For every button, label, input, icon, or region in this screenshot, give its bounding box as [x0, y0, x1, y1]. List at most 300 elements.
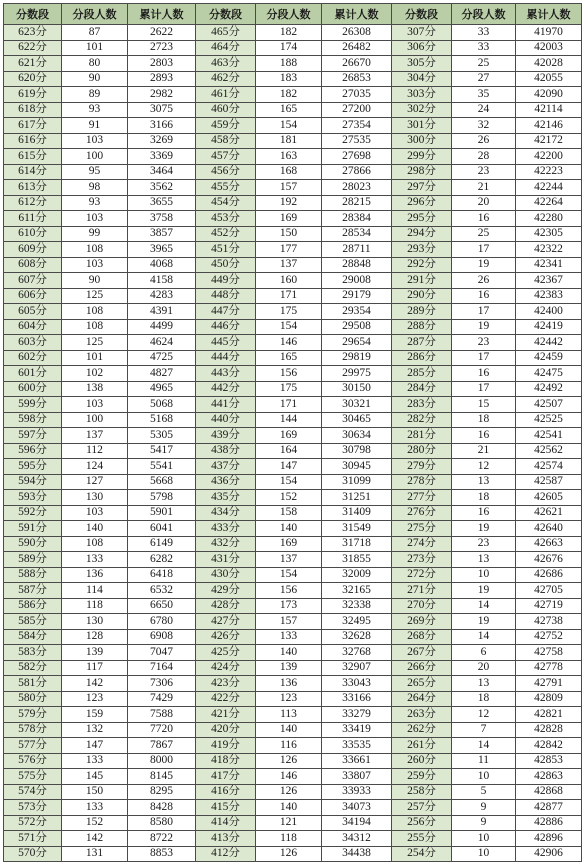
score-band-cell: 293分	[392, 242, 452, 258]
table-row	[4, 350, 582, 366]
cumulative-count-cell: 26853	[322, 71, 392, 87]
score-band-cell: 426分	[196, 629, 256, 645]
band-count-cell: 137	[256, 552, 322, 568]
score-band-cell: 299分	[392, 149, 452, 165]
table-row	[4, 769, 582, 785]
cumulative-count-cell: 42574	[516, 459, 582, 475]
cumulative-count-cell: 32768	[322, 645, 392, 661]
score-band-cell: 296分	[392, 195, 452, 211]
score-band-cell: 437分	[196, 459, 256, 475]
band-count-cell: 19	[452, 319, 516, 335]
cumulative-count-cell: 4965	[128, 381, 196, 397]
header-score-band: 分数段	[196, 4, 256, 25]
band-count-cell: 20	[452, 195, 516, 211]
score-band-cell: 441分	[196, 397, 256, 413]
score-band-cell: 295分	[392, 211, 452, 227]
cumulative-count-cell: 26482	[322, 40, 392, 56]
cumulative-count-cell: 42341	[516, 257, 582, 273]
header-row	[4, 4, 582, 25]
score-band-cell: 258分	[392, 784, 452, 800]
score-band-cell: 584分	[4, 629, 62, 645]
cumulative-count-cell: 28848	[322, 257, 392, 273]
cumulative-count-cell: 2982	[128, 87, 196, 103]
band-count-cell: 139	[62, 645, 128, 661]
score-band-cell: 419分	[196, 738, 256, 754]
cumulative-count-cell: 3369	[128, 149, 196, 165]
score-band-cell: 282分	[392, 412, 452, 428]
band-count-cell: 108	[62, 242, 128, 258]
score-band-cell: 459分	[196, 118, 256, 134]
cumulative-count-cell: 29975	[322, 366, 392, 382]
band-count-cell: 101	[62, 350, 128, 366]
table-row	[4, 149, 582, 165]
score-band-cell: 590分	[4, 536, 62, 552]
score-band-cell: 622分	[4, 40, 62, 56]
band-count-cell: 123	[62, 691, 128, 707]
band-count-cell: 13	[452, 676, 516, 692]
band-count-cell: 26	[452, 133, 516, 149]
band-count-cell: 125	[62, 288, 128, 304]
cumulative-count-cell: 42280	[516, 211, 582, 227]
score-band-cell: 269分	[392, 614, 452, 630]
cumulative-count-cell: 33166	[322, 691, 392, 707]
cumulative-count-cell: 27354	[322, 118, 392, 134]
cumulative-count-cell: 30321	[322, 397, 392, 413]
table-row	[4, 412, 582, 428]
table-row	[4, 474, 582, 490]
cumulative-count-cell: 8428	[128, 800, 196, 816]
band-count-cell: 103	[62, 397, 128, 413]
cumulative-count-cell: 32009	[322, 567, 392, 583]
cumulative-count-cell: 31549	[322, 521, 392, 537]
band-count-cell: 93	[62, 195, 128, 211]
band-count-cell: 150	[256, 226, 322, 242]
band-count-cell: 169	[256, 536, 322, 552]
band-count-cell: 145	[62, 769, 128, 785]
score-band-cell: 456分	[196, 164, 256, 180]
score-band-cell: 289分	[392, 304, 452, 320]
band-count-cell: 17	[452, 242, 516, 258]
score-band-cell: 612分	[4, 195, 62, 211]
score-band-cell: 439分	[196, 428, 256, 444]
cumulative-count-cell: 7867	[128, 738, 196, 754]
band-count-cell: 168	[256, 164, 322, 180]
cumulative-count-cell: 42146	[516, 118, 582, 134]
score-band-cell: 577分	[4, 738, 62, 754]
cumulative-count-cell: 5068	[128, 397, 196, 413]
cumulative-count-cell: 42821	[516, 707, 582, 723]
cumulative-count-cell: 42264	[516, 195, 582, 211]
band-count-cell: 15	[452, 397, 516, 413]
cumulative-count-cell: 28384	[322, 211, 392, 227]
score-band-cell: 623分	[4, 25, 62, 41]
band-count-cell: 133	[256, 629, 322, 645]
cumulative-count-cell: 34438	[322, 846, 392, 862]
score-band-cell: 272分	[392, 567, 452, 583]
cumulative-count-cell: 30465	[322, 412, 392, 428]
cumulative-count-cell: 4283	[128, 288, 196, 304]
score-band-cell: 436分	[196, 474, 256, 490]
score-band-cell: 605分	[4, 304, 62, 320]
cumulative-count-cell: 29508	[322, 319, 392, 335]
band-count-cell: 123	[256, 691, 322, 707]
cumulative-count-cell: 5901	[128, 505, 196, 521]
cumulative-count-cell: 42090	[516, 87, 582, 103]
cumulative-count-cell: 3075	[128, 102, 196, 118]
band-count-cell: 169	[256, 211, 322, 227]
score-band-cell: 449分	[196, 273, 256, 289]
cumulative-count-cell: 42752	[516, 629, 582, 645]
table-row	[4, 676, 582, 692]
cumulative-count-cell: 42244	[516, 180, 582, 196]
band-count-cell: 90	[62, 71, 128, 87]
table-row	[4, 691, 582, 707]
cumulative-count-cell: 42809	[516, 691, 582, 707]
score-table	[3, 3, 582, 862]
band-count-cell: 118	[62, 598, 128, 614]
cumulative-count-cell: 42828	[516, 722, 582, 738]
score-band-cell: 460分	[196, 102, 256, 118]
cumulative-count-cell: 42114	[516, 102, 582, 118]
score-band-cell: 281分	[392, 428, 452, 444]
band-count-cell: 90	[62, 273, 128, 289]
cumulative-count-cell: 42562	[516, 443, 582, 459]
score-band-cell: 262分	[392, 722, 452, 738]
cumulative-count-cell: 42200	[516, 149, 582, 165]
band-count-cell: 108	[62, 319, 128, 335]
score-band-cell: 609分	[4, 242, 62, 258]
score-band-cell: 427分	[196, 614, 256, 630]
cumulative-count-cell: 2893	[128, 71, 196, 87]
score-band-cell: 284分	[392, 381, 452, 397]
band-count-cell: 27	[452, 71, 516, 87]
band-count-cell: 138	[62, 381, 128, 397]
band-count-cell: 20	[452, 660, 516, 676]
score-band-cell: 580分	[4, 691, 62, 707]
band-count-cell: 89	[62, 87, 128, 103]
cumulative-count-cell: 42663	[516, 536, 582, 552]
cumulative-count-cell: 7047	[128, 645, 196, 661]
band-count-cell: 146	[256, 335, 322, 351]
score-band-cell: 287分	[392, 335, 452, 351]
score-band-cell: 448分	[196, 288, 256, 304]
band-count-cell: 133	[62, 800, 128, 816]
band-count-cell: 128	[62, 629, 128, 645]
band-count-cell: 14	[452, 629, 516, 645]
cumulative-count-cell: 42778	[516, 660, 582, 676]
score-band-cell: 463分	[196, 56, 256, 72]
cumulative-count-cell: 6041	[128, 521, 196, 537]
cumulative-count-cell: 32338	[322, 598, 392, 614]
score-band-cell: 464分	[196, 40, 256, 56]
score-band-cell: 294分	[392, 226, 452, 242]
table-row	[4, 40, 582, 56]
score-band-cell: 452分	[196, 226, 256, 242]
score-band-cell: 618分	[4, 102, 62, 118]
score-band-cell: 591分	[4, 521, 62, 537]
table-row	[4, 118, 582, 134]
cumulative-count-cell: 4725	[128, 350, 196, 366]
band-count-cell: 160	[256, 273, 322, 289]
cumulative-count-cell: 4391	[128, 304, 196, 320]
header-score-band: 分数段	[4, 4, 62, 25]
score-band-cell: 420分	[196, 722, 256, 738]
band-count-cell: 147	[256, 459, 322, 475]
score-band-cell: 573分	[4, 800, 62, 816]
score-band-cell: 290分	[392, 288, 452, 304]
cumulative-count-cell: 6282	[128, 552, 196, 568]
cumulative-count-cell: 7720	[128, 722, 196, 738]
cumulative-count-cell: 33807	[322, 769, 392, 785]
band-count-cell: 18	[452, 490, 516, 506]
band-count-cell: 19	[452, 257, 516, 273]
table-row	[4, 164, 582, 180]
cumulative-count-cell: 42886	[516, 815, 582, 831]
cumulative-count-cell: 4068	[128, 257, 196, 273]
cumulative-count-cell: 42525	[516, 412, 582, 428]
header-score-band: 分数段	[392, 4, 452, 25]
score-band-cell: 256分	[392, 815, 452, 831]
band-count-cell: 103	[62, 133, 128, 149]
cumulative-count-cell: 42459	[516, 350, 582, 366]
table-row	[4, 288, 582, 304]
header-cumulative-count: 累计人数	[516, 4, 582, 25]
table-row	[4, 273, 582, 289]
cumulative-count-cell: 6532	[128, 583, 196, 599]
score-band-cell: 582分	[4, 660, 62, 676]
band-count-cell: 13	[452, 552, 516, 568]
band-count-cell: 154	[256, 118, 322, 134]
band-count-cell: 183	[256, 71, 322, 87]
score-band-cell: 430分	[196, 567, 256, 583]
cumulative-count-cell: 29354	[322, 304, 392, 320]
cumulative-count-cell: 30150	[322, 381, 392, 397]
cumulative-count-cell: 5668	[128, 474, 196, 490]
cumulative-count-cell: 32628	[322, 629, 392, 645]
table-row	[4, 443, 582, 459]
score-band-cell: 595分	[4, 459, 62, 475]
cumulative-count-cell: 42758	[516, 645, 582, 661]
score-band-cell: 297分	[392, 180, 452, 196]
cumulative-count-cell: 8722	[128, 831, 196, 847]
cumulative-count-cell: 2622	[128, 25, 196, 41]
band-count-cell: 19	[452, 614, 516, 630]
cumulative-count-cell: 28215	[322, 195, 392, 211]
score-band-cell: 461分	[196, 87, 256, 103]
score-band-cell: 425分	[196, 645, 256, 661]
table-row	[4, 133, 582, 149]
table-row	[4, 226, 582, 242]
score-band-cell: 455分	[196, 180, 256, 196]
band-count-cell: 112	[62, 443, 128, 459]
band-count-cell: 100	[62, 149, 128, 165]
table-row	[4, 257, 582, 273]
band-count-cell: 87	[62, 25, 128, 41]
cumulative-count-cell: 42791	[516, 676, 582, 692]
table-row	[4, 738, 582, 754]
score-band-cell: 304分	[392, 71, 452, 87]
score-band-cell: 571分	[4, 831, 62, 847]
table-row	[4, 722, 582, 738]
band-count-cell: 18	[452, 691, 516, 707]
band-count-cell: 140	[256, 521, 322, 537]
score-band-cell: 274分	[392, 536, 452, 552]
table-row	[4, 87, 582, 103]
table-row	[4, 552, 582, 568]
score-band-cell: 619分	[4, 87, 62, 103]
cumulative-count-cell: 42172	[516, 133, 582, 149]
table-row	[4, 784, 582, 800]
table-row	[4, 707, 582, 723]
score-band-cell: 598分	[4, 412, 62, 428]
cumulative-count-cell: 42419	[516, 319, 582, 335]
cumulative-count-cell: 30798	[322, 443, 392, 459]
cumulative-count-cell: 42492	[516, 381, 582, 397]
band-count-cell: 26	[452, 273, 516, 289]
cumulative-count-cell: 7588	[128, 707, 196, 723]
score-band-cell: 275分	[392, 521, 452, 537]
cumulative-count-cell: 42896	[516, 831, 582, 847]
table-row	[4, 180, 582, 196]
cumulative-count-cell: 4624	[128, 335, 196, 351]
score-band-cell: 298分	[392, 164, 452, 180]
cumulative-count-cell: 32907	[322, 660, 392, 676]
cumulative-count-cell: 33661	[322, 753, 392, 769]
band-count-cell: 103	[62, 211, 128, 227]
band-count-cell: 132	[62, 722, 128, 738]
cumulative-count-cell: 2803	[128, 56, 196, 72]
band-count-cell: 165	[256, 350, 322, 366]
band-count-cell: 157	[256, 180, 322, 196]
score-band-cell: 257分	[392, 800, 452, 816]
table-row	[4, 428, 582, 444]
score-band-cell: 255分	[392, 831, 452, 847]
score-band-cell: 266分	[392, 660, 452, 676]
band-count-cell: 108	[62, 536, 128, 552]
cumulative-count-cell: 26308	[322, 25, 392, 41]
score-band-cell: 620分	[4, 71, 62, 87]
table-row	[4, 800, 582, 816]
score-band-cell: 428分	[196, 598, 256, 614]
band-count-cell: 173	[256, 598, 322, 614]
band-count-cell: 5	[452, 784, 516, 800]
band-count-cell: 16	[452, 366, 516, 382]
band-count-cell: 103	[62, 257, 128, 273]
cumulative-count-cell: 42400	[516, 304, 582, 320]
cumulative-count-cell: 29179	[322, 288, 392, 304]
score-band-cell: 602分	[4, 350, 62, 366]
table-row	[4, 397, 582, 413]
score-band-cell: 457分	[196, 149, 256, 165]
score-band-cell: 285分	[392, 366, 452, 382]
cumulative-count-cell: 42003	[516, 40, 582, 56]
score-band-cell: 570分	[4, 846, 62, 862]
cumulative-count-cell: 29008	[322, 273, 392, 289]
table-row	[4, 521, 582, 537]
table-row	[4, 211, 582, 227]
band-count-cell: 175	[256, 304, 322, 320]
band-count-cell: 163	[256, 149, 322, 165]
score-band-cell: 268分	[392, 629, 452, 645]
band-count-cell: 188	[256, 56, 322, 72]
cumulative-count-cell: 30634	[322, 428, 392, 444]
table-row	[4, 71, 582, 87]
cumulative-count-cell: 42605	[516, 490, 582, 506]
score-band-cell: 278分	[392, 474, 452, 490]
band-count-cell: 108	[62, 304, 128, 320]
band-count-cell: 102	[62, 366, 128, 382]
score-band-cell: 592分	[4, 505, 62, 521]
score-band-cell: 307分	[392, 25, 452, 41]
score-band-cell: 283分	[392, 397, 452, 413]
cumulative-count-cell: 31099	[322, 474, 392, 490]
cumulative-count-cell: 6780	[128, 614, 196, 630]
cumulative-count-cell: 27035	[322, 87, 392, 103]
band-count-cell: 23	[452, 335, 516, 351]
score-band-cell: 261分	[392, 738, 452, 754]
cumulative-count-cell: 28023	[322, 180, 392, 196]
band-count-cell: 17	[452, 350, 516, 366]
cumulative-count-cell: 3464	[128, 164, 196, 180]
cumulative-count-cell: 34073	[322, 800, 392, 816]
band-count-cell: 140	[256, 722, 322, 738]
band-count-cell: 118	[256, 831, 322, 847]
table-row	[4, 536, 582, 552]
band-count-cell: 9	[452, 815, 516, 831]
band-count-cell: 18	[452, 412, 516, 428]
cumulative-count-cell: 34194	[322, 815, 392, 831]
band-count-cell: 33	[452, 25, 516, 41]
cumulative-count-cell: 42055	[516, 71, 582, 87]
band-count-cell: 32	[452, 118, 516, 134]
band-count-cell: 19	[452, 583, 516, 599]
band-count-cell: 113	[256, 707, 322, 723]
score-band-cell: 597分	[4, 428, 62, 444]
score-band-cell: 286分	[392, 350, 452, 366]
cumulative-count-cell: 6908	[128, 629, 196, 645]
table-row	[4, 505, 582, 521]
band-count-cell: 142	[62, 831, 128, 847]
score-band-cell: 265分	[392, 676, 452, 692]
band-count-cell: 11	[452, 753, 516, 769]
score-band-cell: 292分	[392, 257, 452, 273]
table-row	[4, 195, 582, 211]
score-band-cell: 465分	[196, 25, 256, 41]
band-count-cell: 158	[256, 505, 322, 521]
band-count-cell: 126	[256, 784, 322, 800]
score-band-cell: 273分	[392, 552, 452, 568]
band-count-cell: 125	[62, 335, 128, 351]
score-band-cell: 454分	[196, 195, 256, 211]
score-band-cell: 578分	[4, 722, 62, 738]
cumulative-count-cell: 42719	[516, 598, 582, 614]
score-band-cell: 607分	[4, 273, 62, 289]
score-band-cell: 303分	[392, 87, 452, 103]
cumulative-count-cell: 42367	[516, 273, 582, 289]
band-count-cell: 182	[256, 25, 322, 41]
band-count-cell: 101	[62, 40, 128, 56]
band-count-cell: 121	[256, 815, 322, 831]
band-count-cell: 9	[452, 800, 516, 816]
score-band-cell: 572分	[4, 815, 62, 831]
band-count-cell: 150	[62, 784, 128, 800]
score-band-cell: 271分	[392, 583, 452, 599]
cumulative-count-cell: 5417	[128, 443, 196, 459]
cumulative-count-cell: 6650	[128, 598, 196, 614]
cumulative-count-cell: 33279	[322, 707, 392, 723]
band-count-cell: 80	[62, 56, 128, 72]
band-count-cell: 24	[452, 102, 516, 118]
